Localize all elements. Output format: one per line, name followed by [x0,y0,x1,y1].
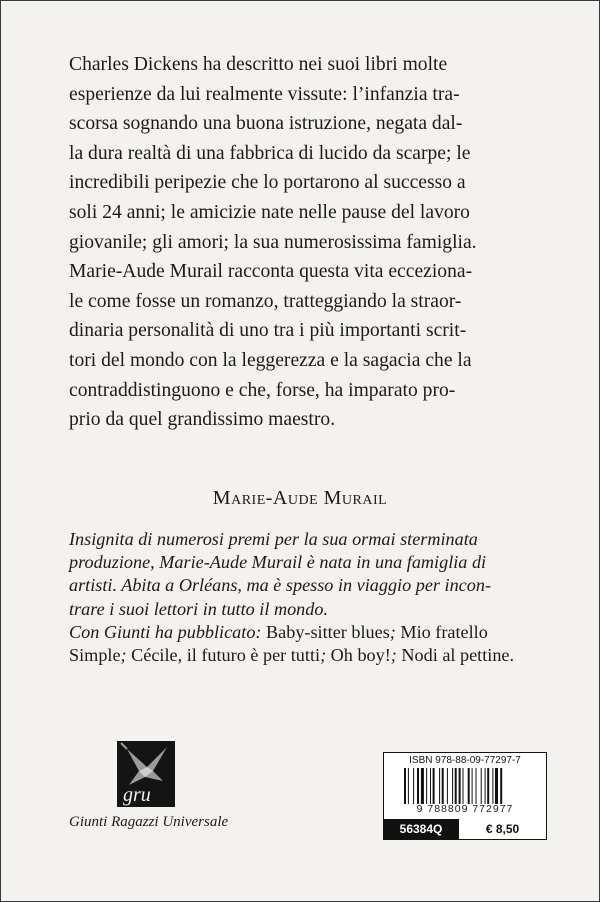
price-row [384,819,546,839]
blurb-line: esperienze da lui realmente vissute: l’infanzia tra- [69,83,460,105]
bibliography-line [69,644,549,667]
bio-line: Insignita di numerosi premi per la sua ormai sterminata [69,529,478,549]
barcode-bar [487,768,489,804]
barcode-digits: 9 788809 772977 [416,803,514,815]
separator: ; [320,645,327,666]
barcode-panel [383,752,547,840]
bio-line: produzione, Marie-Aude Murail è nata in una famiglia di [69,552,487,573]
barcode-bar [472,768,473,804]
book-title: Nodi al pettine [401,645,510,666]
book-title: Baby-sitter blues [266,621,390,642]
blurb-line: le come fosse un romanzo, tratteggiando la straor- [69,290,462,312]
blurb-line: tori del mondo con la leggerezza e la sagacia che la [69,349,472,371]
separator: ; [120,645,127,666]
logo-text: gru [123,784,151,806]
barcode-bar [442,768,444,804]
origami-crane-icon [117,741,175,807]
barcode-icon [404,768,526,804]
bibliography-line [69,621,549,644]
barcode-bar [413,768,414,804]
blurb-line: soli 24 anni; le amicizie nate nelle pause del lavoro [69,201,470,223]
price-label: € 8,50 [458,819,546,839]
blurb-line: Charles Dickens ha descritto nei suoi libri molte [69,54,448,75]
barcode-bar [433,768,435,804]
barcode-bar [485,768,486,804]
barcode-bar [455,768,457,804]
blurb-line: prio da quel grandissimo maestro. [69,409,336,431]
author-name-text: Marie-Aude Murail [212,487,388,509]
barcode-bar [463,768,464,804]
barcode-bar [439,768,440,804]
blurb-line: incredibili peripezie che lo portarono al successo a [69,172,466,194]
period: . [509,645,515,666]
barcode-bar [421,768,424,804]
barcode-bar [481,768,482,804]
back-cover-blurb [69,50,537,435]
barcode-bar [500,768,502,804]
blurb-line: dinaria personalità di uno tra i più importanti scrit- [69,320,467,342]
book-title: Oh boy! [330,645,391,666]
blurb-line: giovanile; gli amori; la sua numerosissima famiglia. [69,231,477,253]
blurb-line: la dura realtà di una fabbrica di lucido da scarpe; le [69,142,471,164]
barcode-bar [452,768,453,804]
bio-line: artisti. Abita a Orléans, ma è spesso in viaggio per incon- [69,575,491,596]
author-bio [69,528,549,667]
book-title: Mio fratello [400,621,488,642]
barcode-bar [404,768,406,804]
barcode-bar [417,768,419,804]
barcode-bar [476,768,477,804]
barcode-bar [495,768,498,804]
barcode-bar [426,768,427,804]
author-name [0,487,600,510]
separator: ; [389,621,396,642]
product-code: 56384Q [384,819,458,839]
barcode-bar [430,768,431,804]
published-intro: Con Giunti ha pubblicato: [69,621,262,642]
isbn-text: ISBN 978-88-09-77297-7 [409,755,521,766]
gru-logo [117,741,175,807]
blurb-line: Marie-Aude Murail racconta questa vita eccezionа- [69,261,473,283]
barcode-bar [408,768,409,804]
book-title: Simple [69,645,121,666]
barcode-bar [468,768,470,804]
series-name: Giunti Ragazzi Universale [69,814,229,830]
blurb-line: contraddistinguono e che, forse, ha imparato pro- [69,379,456,401]
barcode-bar [447,768,448,804]
blurb-line: scorsa sognando una buona istruzione, negata dal- [69,113,463,135]
bio-line: trare i suoi lettori in tutto il mondo. [69,598,329,619]
barcode-bar [459,768,461,804]
barcode-bar [492,768,493,804]
separator: ; [390,645,397,666]
book-title: Cécile, il futuro è per tutti [131,645,321,666]
